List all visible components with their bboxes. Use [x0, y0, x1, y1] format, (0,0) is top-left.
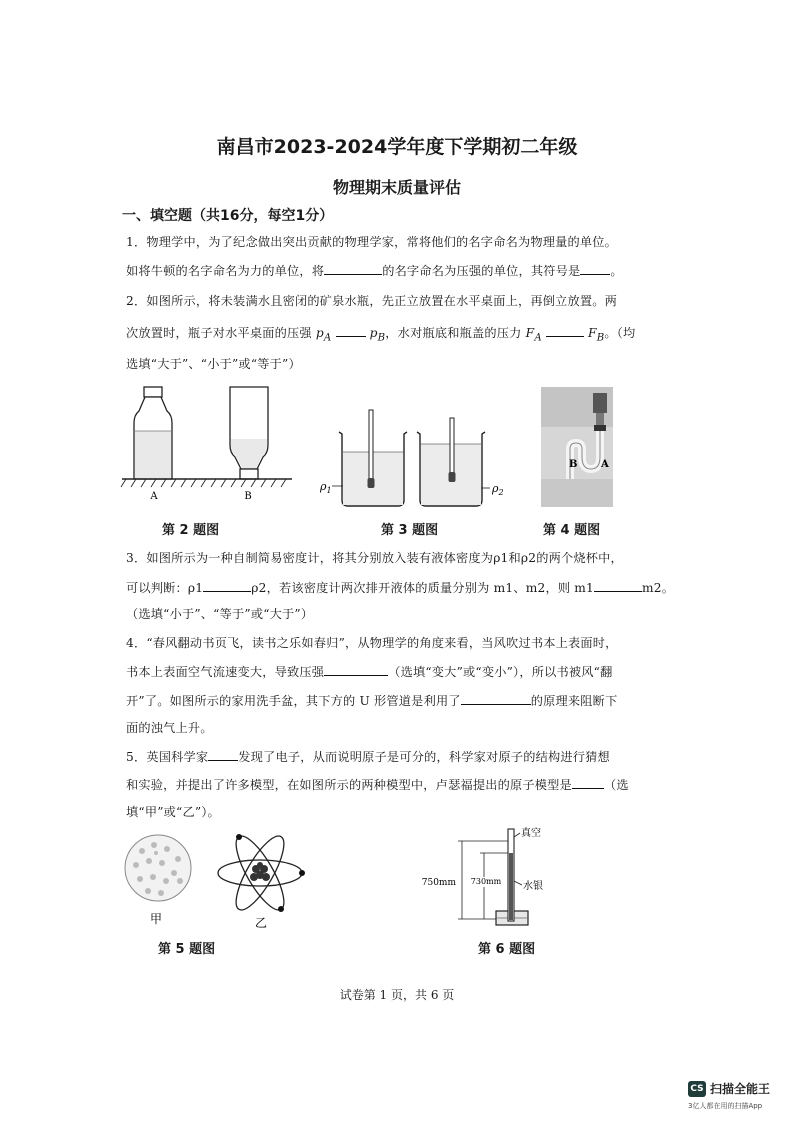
q5-text-b: 发现了电子，从而说明原子是可分的，科学家对原子的结构进行猜想: [238, 750, 610, 764]
q2-pB: $p_B$: [369, 326, 386, 344]
q1-blank-1[interactable]: [324, 262, 382, 275]
fig6-caption: 第 6 题图: [478, 942, 536, 957]
q2-FA: $F_A$: [525, 326, 542, 344]
fig6-label-vacuum: 真空: [521, 828, 541, 839]
fig6-label-730: 730mm: [470, 877, 502, 886]
q3-blank-1[interactable]: [203, 579, 251, 592]
q1-blank-2[interactable]: [580, 262, 610, 275]
q3-blank-2[interactable]: [594, 579, 642, 592]
q5-blank-2[interactable]: [572, 776, 604, 789]
q4-text-a: 书本上表面空气流速变大，导致压强: [126, 665, 325, 679]
q3-line2: [126, 579, 674, 596]
fig6-label-mercury: 水银: [523, 881, 543, 892]
fig2-caption: 第 2 题图: [162, 523, 220, 538]
q3-text-b: ρ2，若该密度计两次排开液体的质量分别为 m1、m2，则 m1: [251, 581, 595, 595]
q2-text-a: 次放置时，瓶子对水平桌面的压强: [126, 326, 312, 340]
q3-text-a: 可以判断：ρ1: [126, 581, 204, 595]
figure-3: [312, 400, 512, 512]
q1-line2: [126, 262, 623, 279]
q2-blank-1[interactable]: [336, 324, 366, 337]
section-heading: 一、填空题（共16分，每空1分）: [122, 208, 334, 224]
q2-text-c: 。（均: [604, 326, 636, 340]
q3-line3: （选填“小于”、“等于”或“大于”）: [126, 607, 314, 621]
fig5-label-yi: 乙: [254, 916, 268, 930]
fig5-caption: 第 5 题图: [158, 942, 216, 957]
q3-line1: 3．如图所示为一种自制简易密度计，将其分别放入装有液体密度为ρ1和ρ2的两个烧杯中，: [126, 551, 623, 565]
q2-line2: [126, 324, 635, 343]
q2-pA: $p_A$: [315, 326, 332, 344]
fig3-rho2: $\rho_2$: [492, 482, 504, 497]
fig2-label-b: B: [244, 491, 252, 502]
beaker-1: [339, 410, 407, 506]
q2-line3: 选填“大于”、“小于”或“等于”）: [126, 357, 301, 371]
q4-blank-1[interactable]: [324, 663, 388, 676]
scanner-watermark: [688, 1080, 770, 1111]
q1-text-b: 的名字命名为压强的单位，其符号是: [382, 264, 581, 278]
bottle-inverted: [230, 387, 268, 479]
q4-blank-2[interactable]: [461, 692, 531, 705]
q2-line1: 2．如图所示，将未装满水且密闭的矿泉水瓶，先正立放置在水平桌面上，再倒立放置。两: [126, 294, 618, 308]
q4-line2: [126, 663, 612, 680]
q1-text-c: 。: [610, 264, 623, 278]
q2-blank-2[interactable]: [546, 324, 584, 337]
fig6-label-750: 750mm: [421, 878, 456, 888]
q5-blank-1[interactable]: [208, 748, 238, 761]
bottle-upright: [134, 387, 172, 479]
page-footer: 试卷第 1 页，共 6 页: [339, 988, 455, 1002]
q4-line3: [126, 692, 617, 709]
q5-line3: 填“甲”或“乙”）。: [126, 805, 220, 819]
fig5-label-jia: 甲: [149, 912, 163, 926]
q2-text-b: ，水对瓶底和瓶盖的压力: [385, 326, 522, 340]
fig4-label-b: B: [569, 459, 578, 470]
fig4-label-a: A: [601, 459, 609, 470]
plum-pudding-model: [125, 835, 191, 901]
scanner-name: 扫描全能王: [710, 1082, 771, 1096]
q1-text-a: 如将牛顿的名字命名为力的单位，将: [126, 264, 325, 278]
exam-title: 南昌市2023-2024学年度下学期初二年级: [216, 136, 578, 158]
fig4-caption: 第 4 题图: [543, 523, 601, 538]
figure-4: [541, 387, 613, 507]
fig3-rho1: $\rho_1$: [320, 480, 332, 495]
q1-line1: 1．物理学中，为了纪念做出突出贡献的物理学家，常将他们的名字命名为物理量的单位。: [126, 235, 618, 249]
q5-text-d: （选: [603, 778, 629, 792]
q5-text-a: 5．英国科学家: [126, 750, 209, 764]
q4-text-c: 开”了。如图所示的家用洗手盆，其下方的 U 形管道是利用了: [126, 694, 461, 708]
q4-text-d: 的原理来阻断下: [530, 694, 618, 708]
scanner-tagline: 3亿人都在用的扫描App: [688, 1102, 763, 1110]
exam-subtitle: 物理期末质量评估: [332, 178, 461, 197]
q5-line2: [126, 776, 629, 793]
q5-line1: [126, 748, 610, 765]
nucleus: [250, 862, 270, 881]
q4-text-b: （选填“变大”或“变小”），所以书被风“翻: [388, 665, 613, 679]
q4-line4: 面的浊气上升。: [126, 721, 213, 735]
q2-FB: $F_B$: [588, 326, 605, 344]
fig2-label-a: A: [150, 491, 158, 502]
q4-line1: 4．“春风翻动书页飞，读书之乐如春归”，从物理学的角度来看，当风吹过书本上表面时，: [126, 636, 618, 650]
figure-2: [120, 383, 295, 503]
beaker-2: [417, 418, 485, 506]
scanner-logo-icon: CS: [688, 1081, 706, 1097]
figure-5: [120, 823, 315, 935]
q3-text-c: m2。: [642, 581, 675, 595]
figure-6: [418, 823, 548, 928]
fig3-caption: 第 3 题图: [381, 523, 439, 538]
q5-text-c: 和实验，并提出了许多模型，在如图所示的两种模型中，卢瑟福提出的原子模型是: [126, 778, 572, 792]
